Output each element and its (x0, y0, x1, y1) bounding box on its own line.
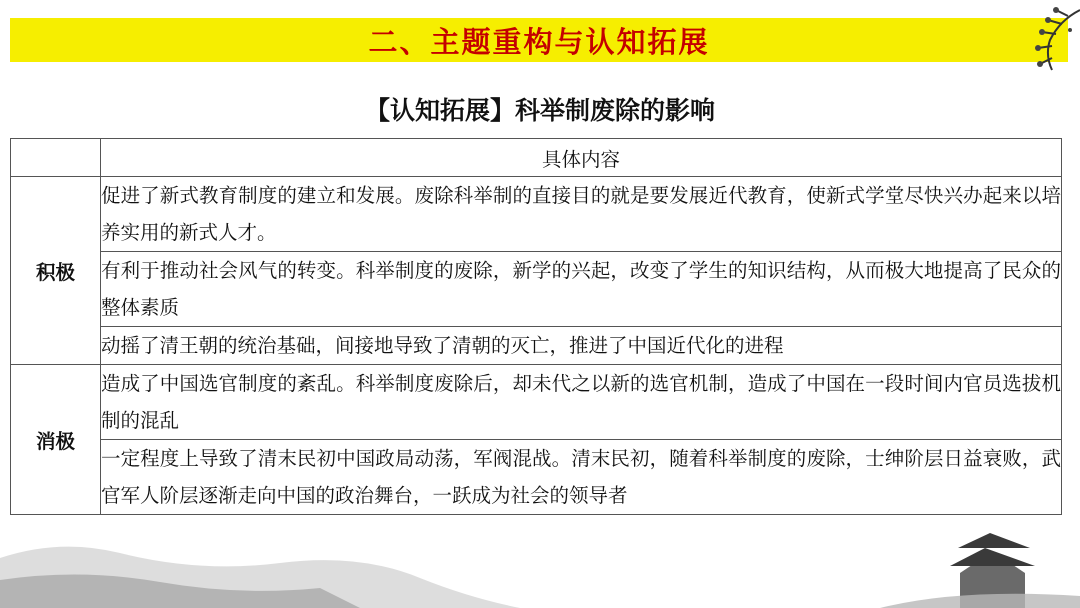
positive-row-1: 促进了新式教育制度的建立和发展。废除科举制的直接目的就是要发展近代教育，使新式学堂尽快兴办起来以培养实用的新式人才。 (101, 177, 1062, 252)
table-row (11, 365, 1062, 440)
header-content-cell: 具体内容 (101, 139, 1062, 177)
table-row (11, 440, 1062, 515)
positive-label: 积极 (11, 177, 101, 365)
impact-table (10, 138, 1062, 515)
negative-row-2: 一定程度上导致了清末民初中国政局动荡，军阀混战。清末民初，随着科举制度的废除，士绅阶层日益衰败，武官军人阶层逐渐走向中国的政治舞台，一跃成为社会的领导者 (101, 440, 1062, 515)
section-subtitle: 【认知拓展】科举制废除的影响 (364, 96, 715, 125)
negative-row-1: 造成了中国选官制度的紊乱。科举制度废除后，却未代之以新的选官机制，造成了中国在一段时间内官员选拔机制的混乱 (101, 365, 1062, 440)
pine-branch-decoration (990, 0, 1080, 90)
title-banner (10, 18, 1068, 62)
positive-row-2: 有利于推动社会风气的转变。科举制度的废除，新学的兴起，改变了学生的知识结构，从而极大地提高了民众的整体素质 (101, 252, 1062, 327)
table-row (11, 177, 1062, 252)
negative-label: 消极 (11, 365, 101, 515)
table-row (11, 252, 1062, 327)
table-header-row (11, 139, 1062, 177)
header-corner-cell (11, 139, 101, 177)
slide-title: 二、主题重构与认知拓展 (368, 24, 710, 59)
table-row (11, 327, 1062, 365)
ink-landscape-decoration (0, 518, 1080, 608)
positive-row-3: 动摇了清王朝的统治基础，间接地导致了清朝的灭亡，推进了中国近代化的进程 (101, 327, 1062, 365)
